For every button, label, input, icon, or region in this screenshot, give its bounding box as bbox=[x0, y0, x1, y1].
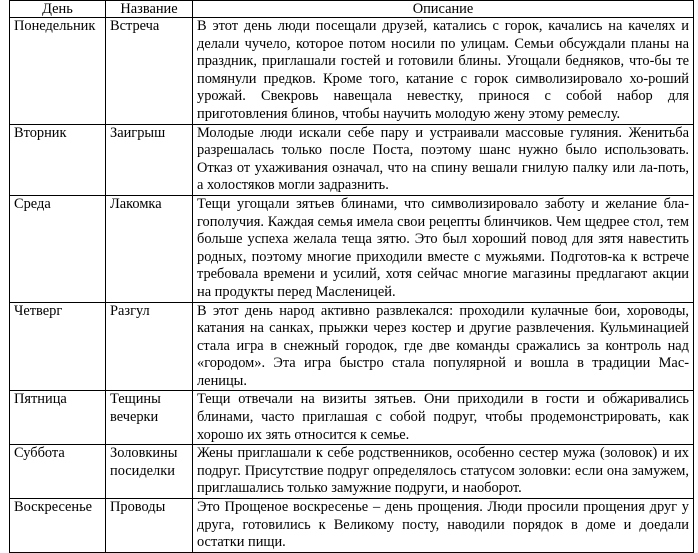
cell-description: Тещи отвечали на визиты зятьев. Они приходили в гости и обжаривались блинами, часто приглашая с собой подруг, чтобы продемонстрировать, как хорошо их зять относится к семье. bbox=[193, 391, 694, 445]
cell-description: В этот день народ активно развлекался: проходили кулачные бои, хороводы, катания на санках, прыжки через костер и другие развлечения. Кульминацией стала игра в снежный городок, где две команды сражались за контроль над «городом». Эта игра быстро стала популярной и вошла в традиции Мас-леницы. bbox=[193, 302, 694, 391]
table-header-row bbox=[10, 1, 694, 18]
table-row bbox=[10, 195, 694, 302]
table-row bbox=[10, 124, 694, 195]
cell-name: Заигрыш bbox=[106, 124, 193, 195]
cell-day: Суббота bbox=[10, 445, 106, 499]
cell-name: Проводы bbox=[106, 499, 193, 553]
cell-name: Лакомка bbox=[106, 195, 193, 302]
cell-description: В этот день люди посещали друзей, катались с горок, качались на качелях и делали чучело, которое потом носили по улицам. Семьи обсуждали планы на праздник, приглашали гостей и готовили блины. Угощали бедняков, что-бы те помянули предков. Кроме того, катание с горок символизировало хо-роший урожай. Свекровь навещала невестку, принося с собой набор для приготовления блинов, чтобы научить молодую жену этому ремеслу. bbox=[193, 18, 694, 125]
cell-day: Среда bbox=[10, 195, 106, 302]
header-description: Описание bbox=[193, 1, 694, 18]
table-row bbox=[10, 391, 694, 445]
cell-day: Пятница bbox=[10, 391, 106, 445]
cell-description: Тещи угощали зятьев блинами, что символизировало заботу и желание бла-гополучия. Каждая семья имела свои рецепты блинчиков. Чем щедрее стол, тем больше успеха желала теща зятю. Это был хороший повод для зятя навестить родных, поэтому многие приходили вместе с мужьями. Подготов-ка к встрече требовала времени и усилий, хотя сейчас многие магазины предлагают акции на продукты перед Масленицей. bbox=[193, 195, 694, 302]
cell-description: Это Прощеное воскресенье – день прощения. Люди просили прощения друг у друга, готовились к Великому посту, наводили порядок в доме и доедали остатки пищи. bbox=[193, 499, 694, 553]
cell-day: Понедельник bbox=[10, 18, 106, 125]
cell-name: Золовкины посиделки bbox=[106, 445, 193, 499]
cell-name: Встреча bbox=[106, 18, 193, 125]
cell-day: Воскресенье bbox=[10, 499, 106, 553]
maslenitsa-days-table bbox=[9, 0, 694, 553]
cell-name: Тещины вечерки bbox=[106, 391, 193, 445]
cell-name: Разгул bbox=[106, 302, 193, 391]
cell-description: Молодые люди искали себе пару и устраивали массовые гуляния. Женитьба разрешалась только после Поста, поэтому шанс нужно было использовать. Отказ от ухаживания означал, что на спину вешали гнилую палку или ла-поть, а холостяков могли задразнить. bbox=[193, 124, 694, 195]
table-row bbox=[10, 302, 694, 391]
table-row bbox=[10, 18, 694, 125]
header-day: День bbox=[10, 1, 106, 18]
table-row bbox=[10, 445, 694, 499]
cell-description: Жены приглашали к себе родственников, особенно сестер мужа (золовок) и их подруг. Присутствие подруг определялось статусом золовки: если она замужем, приглашались только замужние подруги, и наоборот. bbox=[193, 445, 694, 499]
cell-day: Четверг bbox=[10, 302, 106, 391]
header-name: Название bbox=[106, 1, 193, 18]
table-row bbox=[10, 499, 694, 553]
cell-day: Вторник bbox=[10, 124, 106, 195]
